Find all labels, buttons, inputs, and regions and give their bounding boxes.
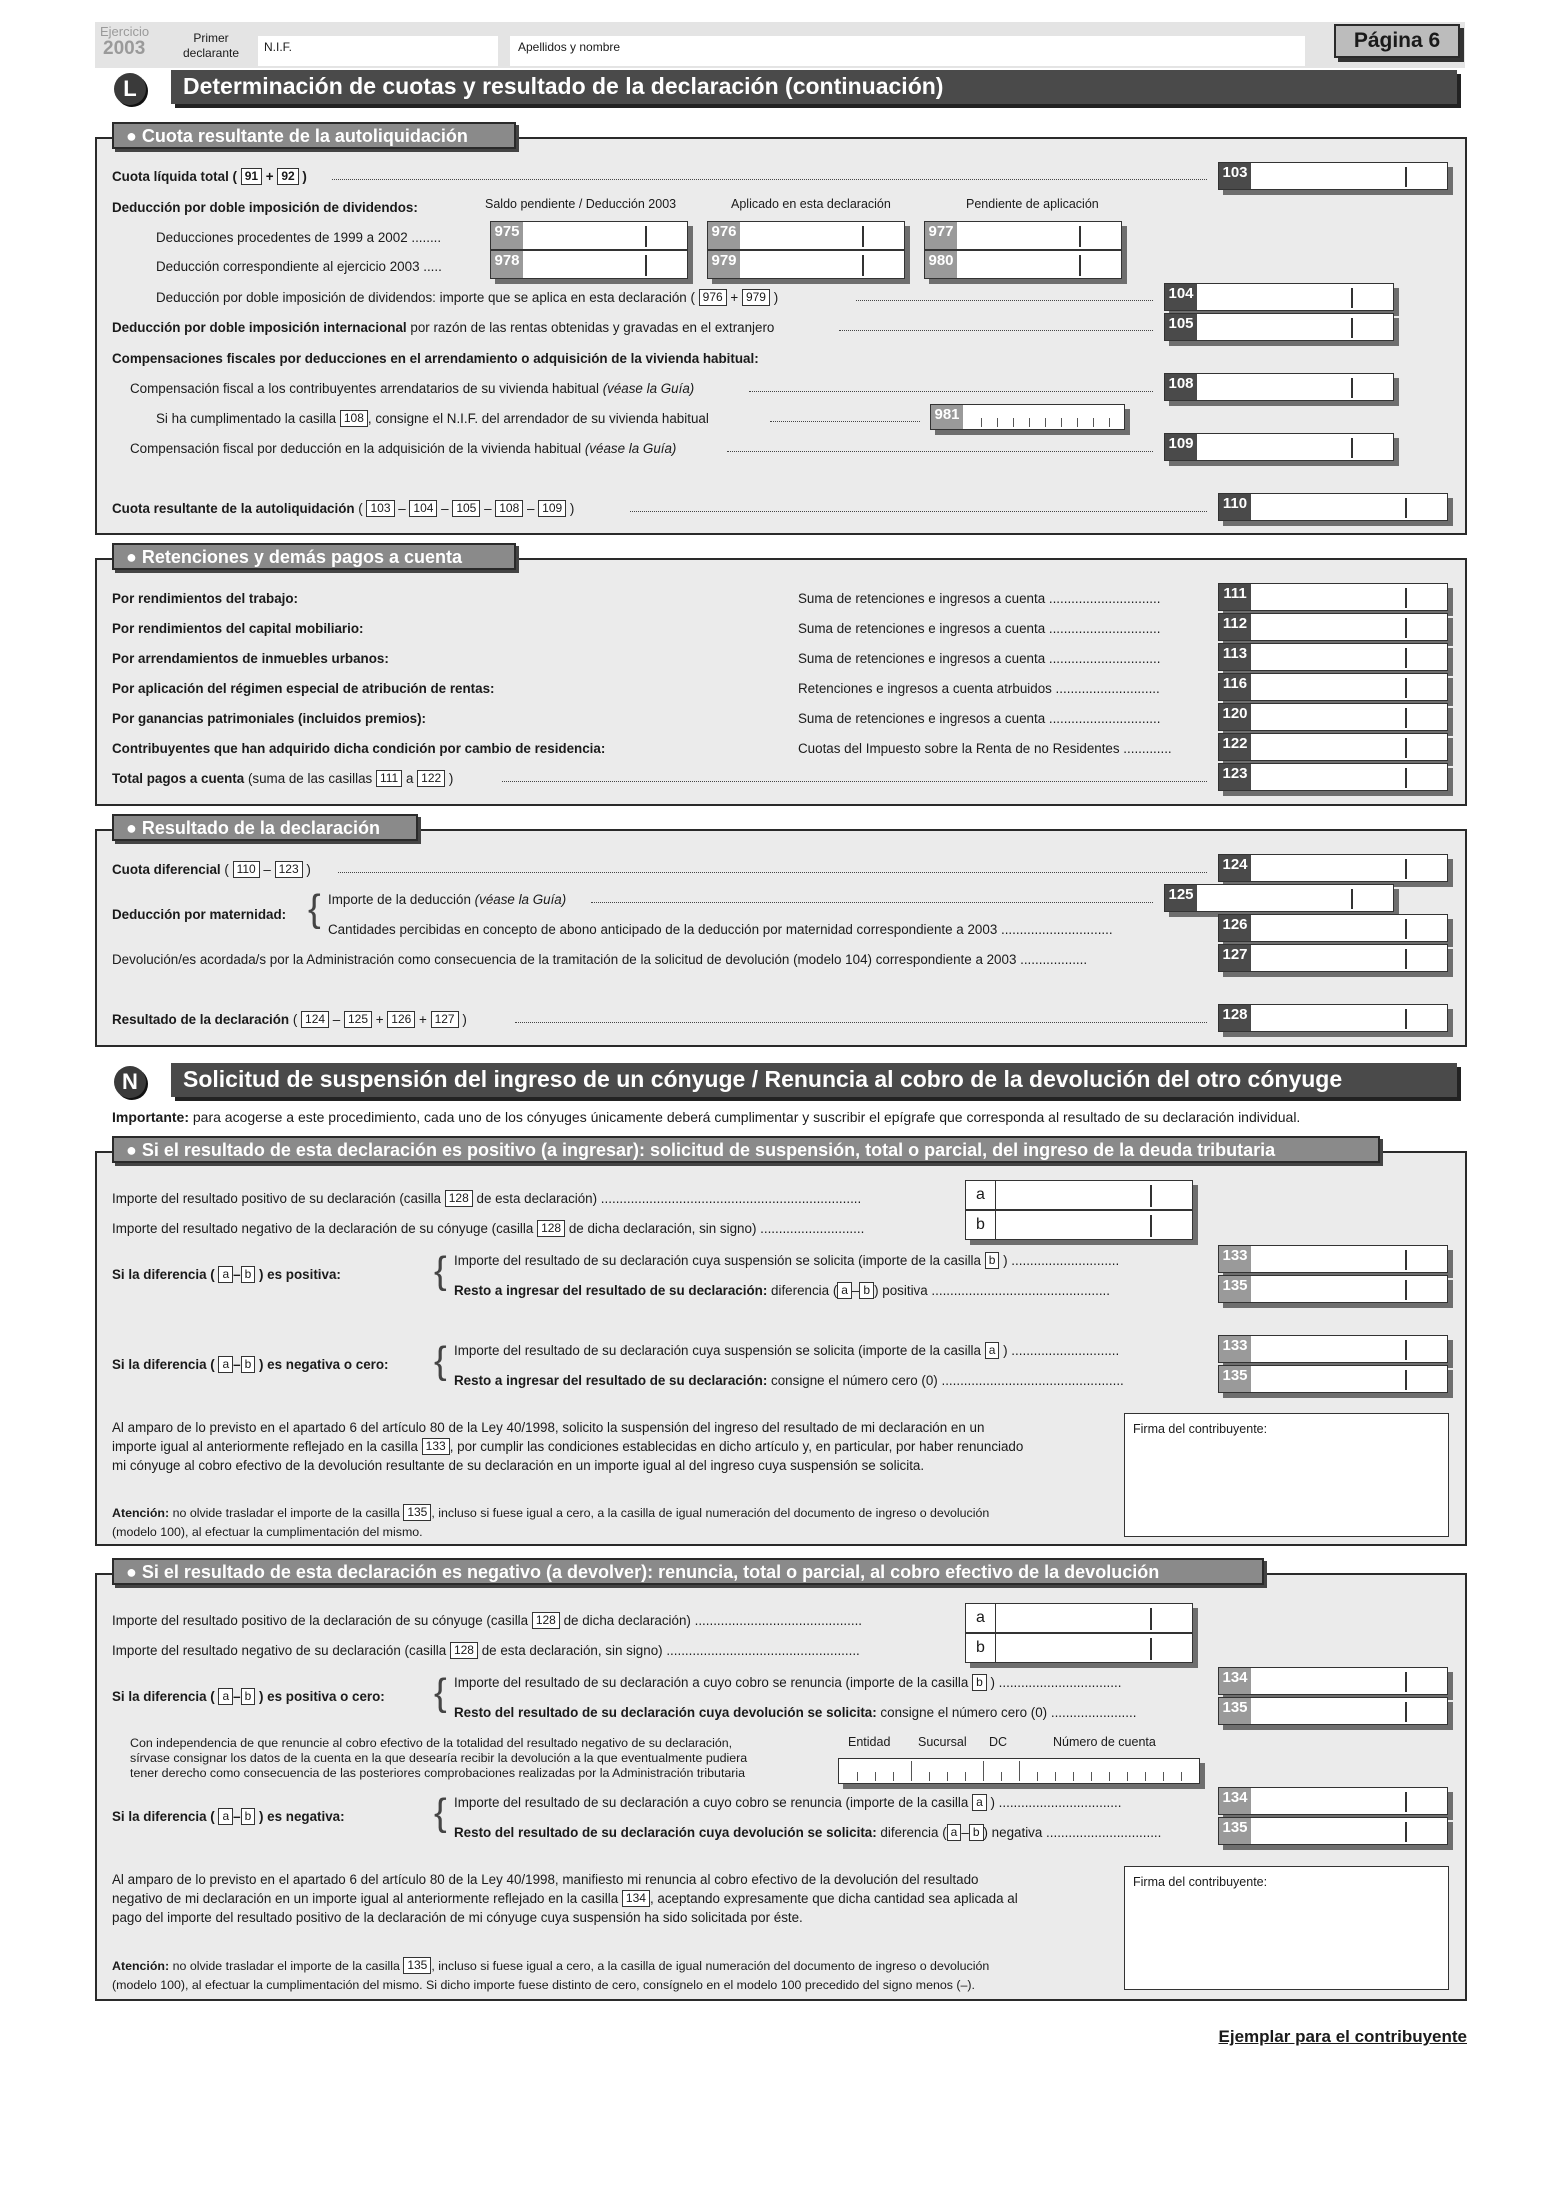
importe-deduccion-label: Importe de la deducción (véase la Guía) (328, 892, 567, 907)
cuota-resultante-label: Cuota resultante de la autoliquidación ( 103 – 104 – 105 – 108 – 109 ) (112, 501, 575, 516)
casilla-134-b[interactable]: 134 (1218, 1787, 1448, 1815)
neg-diferencia-negativa-label: Si la diferencia ( a – b ) es negativa: (112, 1809, 345, 1824)
amparo-renuncia-text: Al amparo de lo previsto en el apartado 6 del artículo 80 de la Ley 40/1998, manifiesto mi renuncia al cobro efectivo de la devolución del resultado negativo de mi declaración en un importe igual al anteriormente reflejado en la casilla 134 , aceptando expresamente que dicha cantidad sea aplicada al pago del importe del resultado positivo de la declaración de mi cónyuge cuya suspensión ha sido solicitada por éste. (112, 1872, 1018, 1925)
total-pagos-label: Total pagos a cuenta (suma de las casillas 111 a 122 ) (112, 771, 454, 786)
brace: { (434, 1250, 447, 1292)
ded-internacional-label: Deducción por doble imposición internacional por razón de las rentas obtenidas y gravadas en el extranjero (112, 320, 775, 335)
diferencia-negativa-label: Si la diferencia ( a – b ) es negativa o cero: (112, 1357, 389, 1372)
casilla-133-b[interactable]: 133 (1218, 1335, 1448, 1363)
dots (856, 299, 1153, 301)
ret-residencia-right: Cuotas del Impuesto sobre la Renta de no Residentes ............. (798, 741, 1172, 756)
ret-arrendamientos-label: Por arrendamientos de inmuebles urbanos: (112, 651, 389, 666)
casilla-123[interactable]: 123 (1218, 763, 1448, 791)
atencion-2: Atención: no olvide trasladar el importe de la casilla 135 , incluso si fuese igual a cero, a la casilla de igual numeración del documento de ingreso o devolución (modelo 100), al efectuar la cumplimentación del mismo. Si dicho importe fuese distinto de cero, consígnelo en el modelo 100 precedido del signo menos (–). (112, 1958, 990, 1992)
resultado-declaracion-label: Resultado de la declaración ( 124 – 125 + 126 + 127 ) (112, 1012, 467, 1027)
casilla-108[interactable]: 108 (1164, 373, 1394, 401)
section-l-title: Determinación de cuotas y resultado de la declaración (continuación) (171, 70, 1457, 104)
dc-label: DC (989, 1735, 1008, 1749)
cuenta-digit-separator (1181, 1772, 1182, 1781)
casilla-125[interactable]: 125 (1164, 884, 1394, 912)
casilla-105[interactable]: 105 (1164, 313, 1394, 341)
casilla-976[interactable]: 976 (707, 221, 905, 250)
cuenta-digit-separator (1037, 1772, 1038, 1781)
col-pendiente-header: Pendiente de aplicación (966, 197, 1099, 211)
declarante-label: Primer declarante (183, 31, 240, 60)
dots (749, 390, 1153, 392)
casilla-110[interactable]: 110 (1218, 493, 1448, 521)
ret-ganancias-label: Por ganancias patrimoniales (incluidos premios): (112, 711, 427, 726)
brace: { (434, 1792, 447, 1834)
diferencia-positiva-label: Si la diferencia ( a – b ) es positiva: (112, 1267, 341, 1282)
page-number-text: Página 6 (1353, 29, 1441, 52)
neg-imp-negativo-label: Importe del resultado negativo de su declaración (casilla 128 de esta declaración, sin signo) .................................................... (112, 1643, 860, 1658)
casilla-135-b[interactable]: 135 (1218, 1365, 1448, 1393)
col-aplicado-header: Aplicado en esta declaración (731, 197, 891, 211)
casilla-979[interactable]: 979 (707, 250, 905, 279)
ret-capital-label: Por rendimientos del capital mobiliario: (112, 621, 364, 636)
page-number (1334, 24, 1460, 58)
cuenta-digit-separator (893, 1772, 894, 1781)
sucursal-label: Sucursal (918, 1735, 967, 1749)
casilla-124[interactable]: 124 (1218, 854, 1448, 882)
cuenta-digit-separator (1055, 1772, 1056, 1781)
casilla-120[interactable]: 120 (1218, 703, 1448, 731)
resto-cero-label: Resto a ingresar del resultado de su declaración: consigne el número cero (0) ................................................. (454, 1373, 1124, 1388)
dots (727, 450, 1153, 452)
cuenta-digit-separator (1019, 1761, 1020, 1781)
casilla-978[interactable]: 978 (490, 250, 688, 279)
section-n-badge: N (114, 1066, 146, 1098)
ret-trabajo-right: Suma de retenciones e ingresos a cuenta .............................. (798, 591, 1161, 606)
dots (630, 510, 1207, 512)
ded-importe-label: Deducción por doble imposición de dividendos: importe que se aplica en esta declaración ( 976 + 979 ) (156, 290, 779, 305)
casilla-134[interactable]: 134 (1218, 1667, 1448, 1695)
cuenta-digit-separator (947, 1772, 948, 1781)
neg-diferencia-positiva-label: Si la diferencia ( a – b ) es positiva o cero: (112, 1689, 385, 1704)
entidad-label: Entidad (848, 1735, 891, 1749)
casilla-135[interactable]: 135 (1218, 1275, 1448, 1303)
casilla-109[interactable]: 109 (1164, 433, 1394, 461)
ejercicio-year: 2003 (103, 38, 146, 59)
cuenta-digit-separator (1001, 1772, 1002, 1781)
deduccion-doble-label: Deducción por doble imposición de dividendos: (112, 200, 418, 215)
ret-arrendamientos-right: Suma de retenciones e ingresos a cuenta .............................. (798, 651, 1161, 666)
comp-adquisicion-label: Compensación fiscal por deducción en la adquisición de la vivienda habitual (véase la Guía) (130, 441, 677, 456)
casilla-127[interactable]: 127 (1218, 944, 1448, 972)
casilla-113[interactable]: 113 (1218, 643, 1448, 671)
casilla-135-c[interactable]: 135 (1218, 1697, 1448, 1725)
dots (502, 780, 1207, 782)
section-n-title: Solicitud de suspensión del ingreso de un cónyuge / Renuncia al cobro de la devolución del otro cónyuge (171, 1063, 1457, 1097)
imp-renuncia-label: Importe del resultado de su declaración a cuyo cobro se renuncia (importe de la casilla b ) ................................. (454, 1675, 1122, 1690)
ded-maternidad-label: Deducción por maternidad: (112, 907, 287, 922)
cuenta-digit-separator (1109, 1772, 1110, 1781)
resultado-tab: ● Resultado de la declaración (112, 814, 418, 841)
ded-ejercicio-label: Deducción correspondiente al ejercicio 2003 ..... (156, 259, 442, 274)
ret-residencia-label: Contribuyentes que han adquirido dicha condición por cambio de residencia: (112, 741, 606, 756)
footer-ejemplar: Ejemplar para el contribuyente (1218, 2027, 1467, 2046)
cuenta-digit-separator (965, 1772, 966, 1781)
independencia-text: Con independencia de que renuncie al cobro efectivo de la totalidad del resultado negativo de su declaración, sírvase consignar los datos de la cuenta en la que desearía recibir la devolución a la que eventualmente pudiera tener derecho como consecuencia de las posteriores comprobaciones realizadas por la Administración tributaria (130, 1736, 748, 1780)
cuenta-digit-separator (929, 1772, 930, 1781)
dots (770, 420, 920, 422)
cuenta-digit-separator (1127, 1772, 1128, 1781)
firma-contribuyente-1[interactable]: Firma del contribuyente: (1124, 1413, 1449, 1537)
importante-note: Importante: para acogerse a este procedimiento, cada uno de los cónyuges únicamente deberá cumplimentar y suscribir el epígrafe que corresponda al resultado de su declaración individual. (112, 1109, 1301, 1125)
imp-renuncia-label-2: Importe del resultado de su declaración a cuyo cobro se renuncia (importe de la casilla a ) ................................. (454, 1795, 1122, 1810)
dots (591, 901, 1153, 903)
casilla-133[interactable]: 133 (1218, 1245, 1448, 1273)
firma-contribuyente-2[interactable]: Firma del contribuyente: (1124, 1866, 1449, 1990)
ret-atribucion-label: Por aplicación del régimen especial de atribución de rentas: (112, 681, 495, 696)
imp-suspension-label: Importe del resultado de su declaración cuya suspensión se solicita (importe de la casilla b ) ............................. (454, 1253, 1120, 1268)
neg-resto-cero-label: Resto del resultado de su declaración cuya devolución se solicita: consigne el número cero (0) ....................... (454, 1705, 1137, 1720)
cuota-liquida-label: Cuota líquida total ( 91 + 92 ) (112, 169, 307, 184)
field-a[interactable]: a (965, 1180, 1193, 1210)
field-b[interactable]: b (965, 1210, 1193, 1240)
devolucion-acordada-label: Devolución/es acordada/s por la Administración como consecuencia de la tramitación de la solicitud de devolución (modelo 104) correspondiente a 2003 .................. (112, 952, 1088, 967)
brace: { (434, 1672, 447, 1714)
cuenta-digit-separator (875, 1772, 876, 1781)
cuenta-digit-separator (1145, 1772, 1146, 1781)
atencion-1: Atención: no olvide trasladar el importe de la casilla 135 , incluso si fuese igual a cero, a la casilla de igual numeración del documento de ingreso o devolución (modelo 100), al efectuar la cumplimentación del mismo. (112, 1505, 990, 1539)
neg-field-b[interactable]: b (965, 1633, 1193, 1663)
compensaciones-title: Compensaciones fiscales por deducciones en el arrendamiento o adquisición de la vivienda habitual: (112, 351, 759, 366)
comp-arrendatarios-label: Compensación fiscal a los contribuyentes arrendatarios de su vivienda habitual (véase la Guía) (130, 381, 695, 396)
ret-trabajo-label: Por rendimientos del trabajo: (112, 591, 299, 606)
cuenta-digit-separator (983, 1761, 984, 1781)
ret-ganancias-right: Suma de retenciones e ingresos a cuenta .............................. (798, 711, 1161, 726)
casilla-980[interactable]: 980 (924, 250, 1122, 279)
ret-atribucion-right: Retenciones e ingresos a cuenta atrbuidos ............................ (798, 681, 1160, 696)
neg-field-a[interactable]: a (965, 1603, 1193, 1633)
casilla-104[interactable]: 104 (1164, 283, 1394, 311)
cuenta-digit-separator (1163, 1772, 1164, 1781)
ded-1999-2002-label: Deducciones procedentes de 1999 a 2002 ........ (156, 230, 442, 245)
casilla-128[interactable]: 128 (1218, 1004, 1448, 1032)
nif-label: N.I.F. (264, 40, 293, 54)
brace: { (434, 1340, 447, 1382)
casilla-126[interactable]: 126 (1218, 914, 1448, 942)
apellidos-label: Apellidos y nombre (518, 40, 621, 54)
amparo-suspension-text: Al amparo de lo previsto en el apartado 6 del artículo 80 de la Ley 40/1998, solicito la suspensión del ingreso del resultado de mi declaración en un importe igual al anteriormente reflejado en la casilla 133 , por cumplir las condiciones establecidas en dicho artículo y, en particular, por haber renunciado mi cónyuge al cobro efectivo de la devolución resultante de su declaración en un importe igual al del ingreso cuya suspensión se solicita. (112, 1420, 1024, 1473)
imp-negativo-conyuge-label: Importe del resultado negativo de la declaración de su cónyuge (casilla 128 de dicha declaración, sin signo) ............................ (112, 1221, 865, 1236)
nif-field[interactable] (258, 36, 498, 66)
si-ha-cumplimentado-label: Si ha cumplimentado la casilla 108 , consigne el N.I.F. del arrendador de su vivienda habitual (156, 411, 709, 426)
cuenta-digit-separator (1091, 1772, 1092, 1781)
dots (332, 178, 1207, 180)
casilla-135-d[interactable]: 135 (1218, 1817, 1448, 1845)
apellidos-field[interactable] (510, 36, 1305, 66)
ret-capital-right: Suma de retenciones e ingresos a cuenta .............................. (798, 621, 1161, 636)
col-saldo-header: Saldo pendiente / Deducción 2003 (485, 197, 677, 211)
cuenta-digit-separator (1073, 1772, 1074, 1781)
imp-positivo-label: Importe del resultado positivo de su declaración (casilla 128 de esta declaración) ...................................................................... (112, 1191, 862, 1206)
imp-suspension-label-2: Importe del resultado de su declaración cuya suspensión se solicita (importe de la casilla a ) ............................. (454, 1343, 1120, 1358)
brace: { (308, 888, 321, 930)
dots (338, 871, 1207, 873)
cantidades-percibidas-label: Cantidades percibidas en concepto de abono anticipado de la deducción por maternidad correspondiente a 2003 .............................. (328, 922, 1113, 937)
casilla-975[interactable]: 975 (490, 221, 688, 250)
cuenta-digit-separator (911, 1761, 912, 1781)
negativo-tab: ● Si el resultado de esta declaración es negativo (a devolver): renuncia, total o parcial, al cobro efectivo de la devolución (112, 1558, 1264, 1585)
ejercicio-label: Ejercicio (100, 24, 150, 39)
resto-ingresar-label: Resto a ingresar del resultado de su declaración: diferencia ( a – b ) positiva ................................................ (454, 1283, 1110, 1298)
neg-resto-dif-label: Resto del resultado de su declaración cuya devolución se solicita: diferencia ( a – b ) negativa ............................... (454, 1825, 1162, 1840)
section-l-badge: L (114, 73, 146, 105)
cuota-diferencial-label: Cuota diferencial ( 110 – 123 ) (112, 862, 311, 877)
numero-cuenta-label: Número de cuenta (1053, 1735, 1156, 1749)
positivo-tab: ● Si el resultado de esta declaración es positivo (a ingresar): solicitud de suspensión, total o parcial, del ingreso de la deuda tributaria (112, 1136, 1380, 1163)
casilla-977[interactable]: 977 (924, 221, 1122, 250)
cuota-resultante-tab: ● Cuota resultante de la autoliquidación (112, 122, 516, 149)
casilla-112[interactable]: 112 (1218, 613, 1448, 641)
neg-imp-positivo-label: Importe del resultado positivo de la declaración de su cónyuge (casilla 128 de dicha declaración) ............................................. (112, 1613, 863, 1628)
casilla-103[interactable]: 103 (1218, 162, 1448, 190)
casilla-116[interactable]: 116 (1218, 673, 1448, 701)
casilla-111[interactable]: 111 (1218, 583, 1448, 611)
retenciones-tab: ● Retenciones y demás pagos a cuenta (112, 543, 516, 570)
casilla-981-nif[interactable]: 981 (930, 404, 1125, 430)
dots (515, 1021, 1207, 1023)
cuenta-digit-separator (857, 1772, 858, 1781)
casilla-122[interactable]: 122 (1218, 733, 1448, 761)
cuenta-bancaria-field[interactable] (838, 1758, 1200, 1784)
dots (839, 329, 1153, 331)
